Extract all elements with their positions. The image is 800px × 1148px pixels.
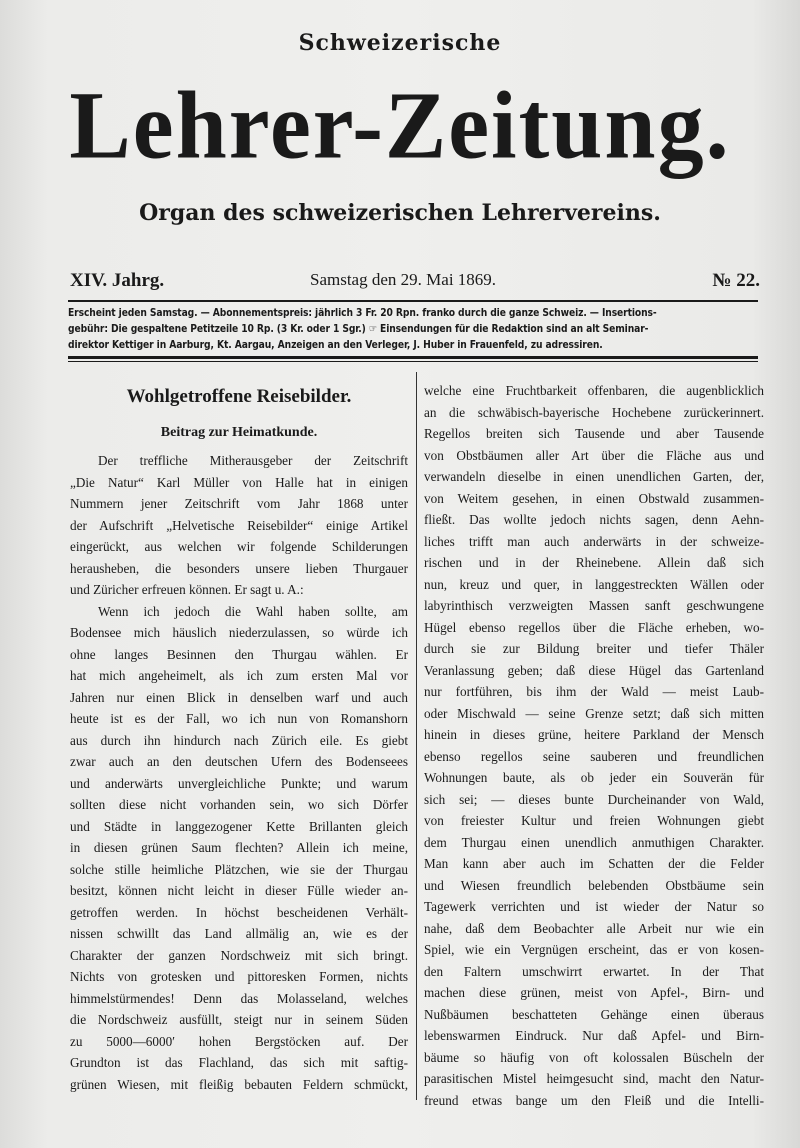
text-line: oder Mischwald — seine Grenze setzt; daß sich mitten	[424, 705, 764, 721]
text-line: himmelstürmendes! Denn das Molasseland, welches	[70, 990, 408, 1006]
text-line: Tagewerk verrichten und ist wieder der Natur so	[424, 899, 764, 914]
column-left	[70, 380, 408, 1095]
text-line: Spiel, wie ein Vergnügen erscheint, das er von kosen-	[424, 942, 764, 957]
text-line: zwar auch an den deutschen Ufern des Bodenseees	[70, 754, 408, 769]
text-line: zu 5000—6000′ hohen Bergstöcken auf. Der	[70, 1033, 408, 1049]
issue-number: № 22.	[712, 270, 760, 291]
masthead-pre-title: Schweizerische	[298, 30, 502, 56]
text-line: durch sie zur Bildung breiter und tiefer Thäler	[424, 641, 764, 656]
text-line: machen diese grünen, meist von Apfel-, Birn- und	[424, 985, 764, 1000]
masthead-title: Lehrer-Zeitung.	[69, 71, 731, 179]
article-subtitle: Beitrag zur Heimatkunde.	[160, 425, 318, 440]
text-line: nun, kreuz und quer, in langgestreckten Wällen oder	[424, 576, 764, 592]
article-body-right	[424, 380, 764, 1111]
text-line: freund etwas bange um den Fleiß und die Intelli-	[424, 1092, 764, 1108]
text-line: solche stille heimliche Plätzchen, wie sie der Thurgau	[70, 861, 408, 877]
text-line: besitzt, können nicht leicht in dieser Fülle wieder an-	[70, 883, 408, 898]
text-line: Man kann aber auch im Schatten der die Felder	[424, 856, 764, 871]
text-line: ohne langes Besinnen den Thurgau wählen. Er	[70, 646, 408, 662]
text-line: Nummern jener Zeitschrift vom Jahr 1868 unter	[70, 496, 408, 511]
dateline	[70, 270, 760, 296]
header-rule-bottom	[68, 356, 758, 359]
volume-year: XIV. Jahrg.	[70, 270, 165, 291]
text-line: „Die Natur“ Karl Müller von Halle hat in einigen	[70, 474, 408, 490]
text-line: Veranlassung geben; daß diese Hügel das Gartenland	[424, 662, 764, 678]
text-line: Bodensee mich häuslich niederzulassen, so würde ich	[70, 625, 408, 640]
text-line: heute ist es der Fall, wo ich nun von Romanshorn	[70, 711, 408, 726]
text-line: Nichts von grotesken und pittoresken Formen, nichts	[70, 969, 408, 984]
text-line: Grundton ist das Flachland, das sich mit saftig-	[70, 1055, 408, 1070]
text-line: fließt. Das wollte jedoch nichts sagen, denn Aehn-	[424, 512, 764, 527]
text-line: Der treffliche Mitherausgeber der Zeitschrift	[98, 453, 408, 468]
text-line: herausheben, die besonders unsere lieben Thurgauer	[70, 560, 408, 576]
column-right	[424, 380, 764, 1111]
column-divider	[416, 372, 417, 1100]
text-line: sollten diese nicht vorhanden sein, wo sich Dörfer	[70, 797, 408, 812]
text-line: der Aufschrift „Helvetische Reisebilder“ einige Artikel	[70, 517, 408, 533]
text-line: und Züricher erfreuen können. Er sagt u. A.:	[70, 582, 304, 597]
text-line: grünen Wiesen, mit fleißig bebauten Feldern schmückt,	[70, 1076, 408, 1092]
imprint-line: gebühr: Die gespaltene Petitzeile 10 Rp. (3 Kr. oder 1 Sgr.) ☞ Einsendungen für die Redaktion sind an alt Seminar-	[68, 324, 649, 335]
imprint-block	[68, 306, 758, 354]
text-line: und anderwärts unvergleichliche Punkte; und warum	[70, 775, 408, 791]
text-line: Jahren nur einen Blick in denselben warf und auch	[70, 689, 408, 705]
text-line: und Städte in langgezogener Kette Brillanten gleich	[70, 818, 408, 834]
text-line: dem Thurgau einen unendlich anmuthigen Charakter.	[424, 834, 764, 850]
text-line: nur fortführen, bis ihm der Wald — meist Laub-	[424, 684, 764, 699]
text-line: getroffen werden. In höchst bescheidenen Verhält-	[70, 904, 408, 920]
text-line: eingerückt, aus welchen wir folgende Schilderungen	[70, 539, 408, 554]
masthead-subtitle: Organ des schweizerischen Lehrervereins.	[139, 200, 661, 226]
text-line: welche eine Fruchtbarkeit offenbaren, die augenblicklich	[424, 383, 764, 398]
text-line: rischen und in der Rheinebene. Allein daß sich	[424, 555, 764, 570]
text-line: sich sei; — dieses bunte Durcheinander von Wald,	[424, 791, 764, 807]
text-line: nissen schwillt das Land allmälig an, wie es der	[70, 926, 408, 941]
header-rule-bottom-thin	[68, 361, 758, 362]
text-line: lebenswarmen Eindruck. Nur daß Apfel- und Birn-	[424, 1028, 764, 1043]
header-rule-top	[68, 300, 758, 302]
text-line: von Weitem gesehen, in einen Obstwald zusammen-	[424, 490, 764, 506]
issue-date: Samstag den 29. Mai 1869.	[310, 270, 497, 289]
text-line: hinein in dieses grüne, heitere Parkland der Mensch	[424, 727, 764, 742]
text-line: Charakter der ganzen Nordschweiz mit sich bringt.	[70, 947, 408, 963]
imprint-line: direktor Kettiger in Aarburg, Kt. Aargau, Anzeigen an den Verleger, J. Huber in Frauenfeld, zu adressiren.	[68, 340, 603, 351]
text-line: Wenn ich jedoch die Wahl haben sollte, am	[98, 603, 408, 619]
text-line: den Faltern umschwirrt erwartet. In der That	[424, 963, 764, 979]
text-line: von freiester Kultur und freien Wohnungen giebt	[424, 813, 764, 828]
text-line: von Obstbäumen aller Art über die Fläche aus und	[424, 447, 764, 463]
text-line: labyrinthisch verzweigten Massen sanft geschwungene	[424, 598, 764, 613]
text-line: ebenso regellos seine sauberen und freundlichen	[424, 748, 764, 764]
text-line: und Wiesen freundlich belebenden Obstbäume sein	[424, 877, 764, 893]
text-line: in diesen grünen Saum flechten? Allein ich meine,	[70, 840, 408, 855]
text-line: aus durch ihn hindurch nach Zürich eile. Es giebt	[70, 732, 408, 748]
article-title: Wohlgetroffene Reisebilder.	[126, 386, 352, 407]
text-line: hat mich angeheimelt, als ich zum ersten Mal vor	[70, 668, 408, 683]
article-body-left	[70, 450, 408, 1095]
text-line: liches trifft man auch anderwärts in der schweize-	[424, 533, 764, 549]
text-line: verwandeln dieselbe in einen unendlichen Garten, der,	[424, 469, 764, 484]
text-line: Regellos breiten sich Tausende und aber Tausende	[424, 426, 764, 441]
text-line: parasitischen Mistel heimgesucht sind, macht den Natur-	[424, 1071, 764, 1086]
text-line: bäume so häufig von oft kolossalen Büscheln der	[424, 1049, 764, 1065]
text-line: an die schwäbisch-bayerische Hochebene zurückerinnert.	[424, 404, 764, 420]
text-line: die Nordschweiz ausfüllt, steigt nur in seinem Süden	[70, 1012, 408, 1027]
text-line: Wohnungen baute, als ob jeder ein Souverän für	[424, 770, 764, 785]
text-line: Hügel ebenso regellos über die Fläche erheben, wo-	[424, 619, 764, 635]
text-line: nahe, daß dem Beobachter alle Arbeit nur wie ein	[424, 920, 764, 936]
text-line: Nußbäumen beschatteten Gehänge einen überaus	[424, 1006, 764, 1022]
imprint-line: Erscheint jeden Samstag. — Abonnementspreis: jährlich 3 Fr. 20 Rpn. franko durch die ganze Schweiz. — Insertions-	[68, 308, 657, 319]
